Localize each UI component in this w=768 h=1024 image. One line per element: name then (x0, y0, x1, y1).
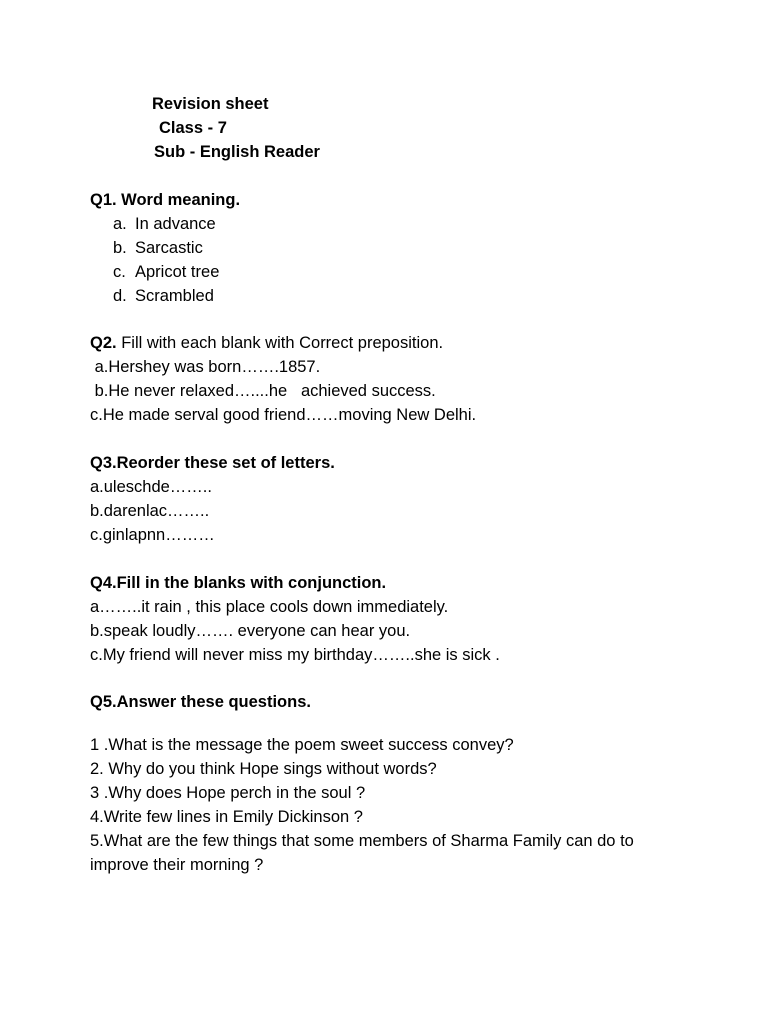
list-item (113, 284, 214, 308)
q3-item: a.uleschde…….. (90, 478, 212, 496)
list-item-text: Scrambled (135, 287, 214, 305)
q5-item: improve their morning ? (90, 856, 264, 874)
list-item (113, 260, 219, 284)
q5-item: 4.Write few lines in Emily Dickinson ? (90, 808, 363, 826)
class-label: Class - 7 (159, 119, 227, 137)
q5-item: 1 .What is the message the poem sweet success convey? (90, 736, 514, 754)
q4-heading: Q4.Fill in the blanks with conjunction. (90, 574, 387, 592)
list-item (113, 212, 216, 236)
q2-heading (90, 331, 443, 355)
q3-heading: Q3.Reorder these set of letters. (90, 454, 335, 472)
q4-item: a……..it rain , this place cools down immediately. (90, 598, 449, 616)
list-marker: c. (113, 263, 126, 281)
list-item-text: In advance (135, 215, 216, 233)
q2-item: b.He never relaxed…....he achieved success. (90, 382, 436, 400)
list-item-text: Apricot tree (135, 263, 220, 281)
q3-item: b.darenlac…….. (90, 502, 210, 520)
q5-item: 5.What are the few things that some members of Sharma Family can do to (90, 832, 634, 850)
list-marker: d. (113, 287, 127, 305)
q2-instruction: Fill with each blank with Correct preposition. (116, 334, 444, 352)
list-marker: a. (113, 215, 127, 233)
sheet-title: Revision sheet (152, 95, 269, 113)
q4-item: b.speak loudly……. everyone can hear you. (90, 622, 411, 640)
q4-item: c.My friend will never miss my birthday……..she is sick . (90, 646, 500, 664)
q5-item: 3 .Why does Hope perch in the soul ? (90, 784, 366, 802)
q1-heading: Q1. Word meaning. (90, 191, 241, 209)
subject-label: Sub - English Reader (154, 143, 320, 161)
q5-heading: Q5.Answer these questions. (90, 693, 311, 711)
list-item (113, 236, 203, 260)
q2-item: a.Hershey was born…….1857. (90, 358, 321, 376)
q2-item: c.He made serval good friend……moving New Delhi. (90, 406, 477, 424)
list-marker: b. (113, 239, 127, 257)
q3-item: c.ginlapnn……… (90, 526, 215, 544)
list-item-text: Sarcastic (135, 239, 203, 257)
q5-item: 2. Why do you think Hope sings without words? (90, 760, 437, 778)
q2-label: Q2. (90, 334, 117, 352)
